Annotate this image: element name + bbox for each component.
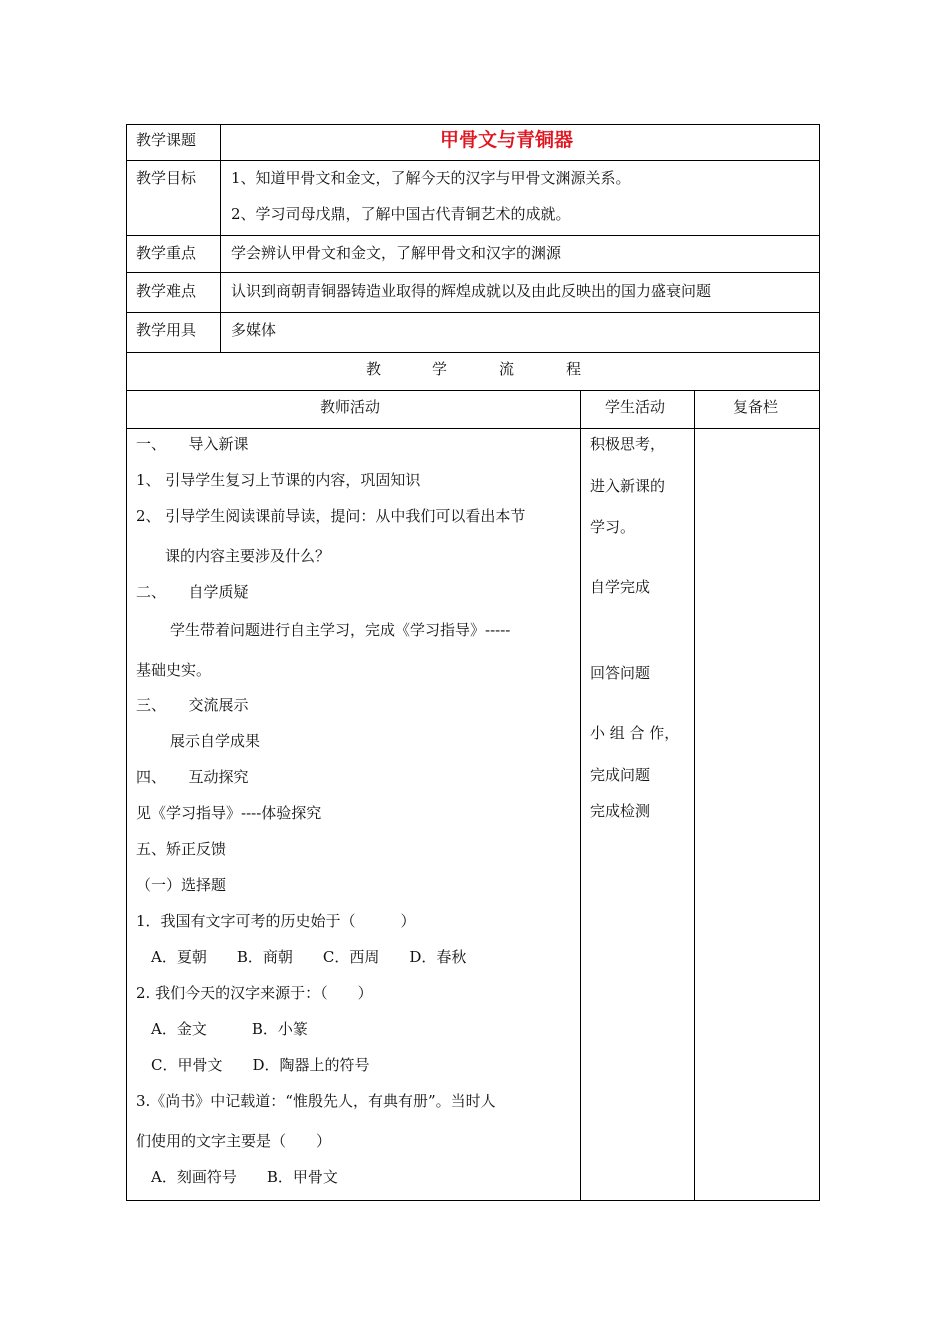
row-divider: [126, 235, 820, 236]
row-divider: [126, 160, 820, 161]
teacher-line: 2、 引导学生阅读课前导读，提问：从中我们可以看出本节: [136, 507, 526, 525]
teacher-line: 四、 互动探究: [136, 768, 249, 786]
goal-item: 1、知道甲骨文和金文，了解今天的汉字与甲骨文渊源关系。: [231, 169, 631, 187]
teacher-line: 三、 交流展示: [136, 696, 249, 714]
process-heading-char: 教: [366, 360, 382, 378]
teacher-line: A．金文 B．小篆: [151, 1020, 308, 1038]
row-divider: [126, 312, 820, 313]
row-divider: [126, 390, 820, 391]
process-heading-char: 流: [499, 360, 515, 378]
teacher-line: 一、 导入新课: [136, 435, 249, 453]
student-line: 学习。: [590, 518, 636, 536]
teacher-line: （一）选择题: [136, 876, 227, 894]
table-border-bottom: [126, 1200, 820, 1201]
student-line: 自学完成: [590, 578, 651, 596]
student-line: 完成问题: [590, 766, 651, 784]
topic-title: 甲骨文与青铜器: [440, 129, 574, 151]
teacher-line: 课的内容主要涉及什么？: [165, 547, 331, 565]
row-divider: [126, 428, 820, 429]
row-divider: [126, 272, 820, 273]
student-line: 小 组 合 作，: [590, 724, 680, 742]
table-border-right: [819, 124, 820, 1201]
column-header-teacher: 教师活动: [320, 398, 381, 416]
column-header-student: 学生活动: [605, 398, 666, 416]
teacher-line: 们使用的文字主要是（ ）: [136, 1132, 332, 1150]
difficulty-text: 认识到商朝青铜器铸造业取得的辉煌成就以及由此反映出的国力盛衰问题: [231, 282, 712, 300]
goal-label: 教学目标: [136, 169, 197, 187]
key-text: 学会辨认甲骨文和金文，了解甲骨文和汉字的渊源: [231, 244, 562, 262]
label-column-divider: [220, 124, 221, 352]
teacher-line: 2. 我们今天的汉字来源于：（ ）: [136, 984, 373, 1002]
teacher-line: 展示自学成果: [170, 732, 261, 750]
teacher-column-divider: [580, 390, 581, 1200]
teacher-line: 基础史实。: [136, 661, 212, 679]
student-line: 回答问题: [590, 664, 651, 682]
teacher-line: 二、 自学质疑: [136, 583, 249, 601]
teacher-line: 学生带着问题进行自主学习，完成《学习指导》-----: [170, 621, 511, 639]
teacher-line: 3.《尚书》中记载道：“惟殷先人，有典有册”。当时人: [136, 1092, 496, 1110]
table-border-top: [126, 124, 820, 125]
teacher-line: 1、 引导学生复习上节课的内容，巩固知识: [136, 471, 421, 489]
table-border-left: [126, 124, 127, 1201]
teacher-line: A．刻画符号 B．甲骨文: [151, 1168, 338, 1186]
student-line: 进入新课的: [590, 477, 666, 495]
row-divider: [126, 352, 820, 353]
teacher-line: 1．我国有文字可考的历史始于（ ）: [136, 912, 416, 930]
student-column-divider: [694, 390, 695, 1200]
student-line: 积极思考，: [590, 435, 666, 453]
process-heading-char: 学: [432, 360, 448, 378]
teacher-line: 见《学习指导》----体验探究: [136, 804, 322, 822]
teacher-line: A．夏朝 B．商朝 C．西周 D．春秋: [151, 948, 467, 966]
column-header-review: 复备栏: [733, 398, 779, 416]
difficulty-label: 教学难点: [136, 282, 197, 300]
process-heading-char: 程: [566, 360, 582, 378]
tools-text: 多媒体: [231, 321, 277, 339]
teacher-line: 五、矫正反馈: [136, 840, 227, 858]
goal-item: 2、学习司母戊鼎，了解中国古代青铜艺术的成就。: [231, 205, 571, 223]
topic-label: 教学课题: [136, 131, 197, 149]
student-line: 完成检测: [590, 802, 651, 820]
key-label: 教学重点: [136, 244, 197, 262]
tools-label: 教学用具: [136, 321, 197, 339]
teacher-line: C．甲骨文 D．陶器上的符号: [151, 1056, 370, 1074]
